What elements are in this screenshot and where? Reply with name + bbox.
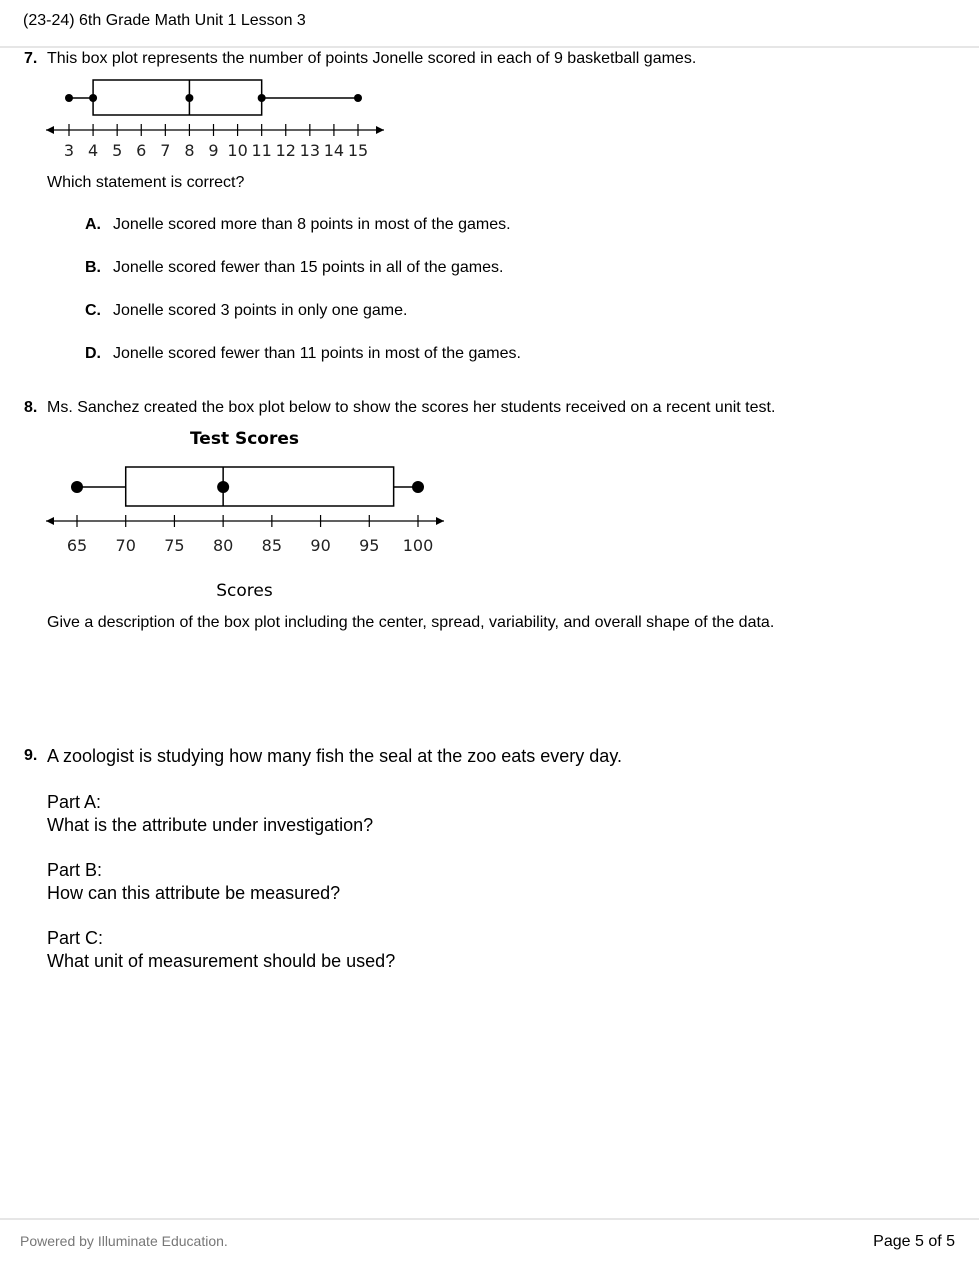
tick-label: 11	[251, 141, 272, 160]
min-point	[65, 94, 73, 102]
axis-arrow-right	[436, 517, 444, 525]
tick-label: 80	[212, 536, 234, 555]
tick-label: 8	[184, 141, 195, 160]
q9-prompt: A zoologist is studying how many fish the seal at the zoo eats every day.	[47, 746, 622, 766]
tick-label: 6	[136, 141, 147, 160]
header-title: (23-24) 6th Grade Math Unit 1 Lesson 3	[23, 12, 306, 29]
q8-number: 8.	[24, 399, 38, 416]
tick-label: 10	[227, 141, 248, 160]
tick-label: 14	[323, 141, 345, 160]
q9-number: 9.	[24, 747, 38, 764]
min-point	[71, 481, 83, 493]
max-point	[354, 94, 362, 102]
axis-arrow-right	[376, 126, 384, 134]
choice-text: Jonelle scored more than 8 points in most of the games.	[113, 216, 511, 233]
tick-label: 13	[299, 141, 321, 160]
choice-text: Jonelle scored fewer than 15 points in all of the games.	[113, 259, 504, 276]
q7-question: Which statement is correct?	[47, 174, 245, 191]
median-point	[217, 481, 229, 493]
q8-prompt: Ms. Sanchez created the box plot below to show the scores her students received on a recent unit test.	[47, 399, 776, 416]
q8-box-plot	[40, 422, 460, 602]
q7-number: 7.	[24, 50, 38, 67]
q7-choice-b[interactable]	[85, 259, 503, 277]
box-iqr	[126, 467, 394, 506]
box-iqr	[93, 80, 262, 115]
q8-question: Give a description of the box plot including the center, spread, variability, and overall shape of the data.	[47, 614, 775, 631]
chart-title: Test Scores	[189, 429, 300, 449]
header-divider	[0, 46, 979, 48]
tick-label: 70	[115, 536, 136, 555]
q7-prompt: This box plot represents the number of points Jonelle scored in each of 9 basketball games.	[47, 50, 697, 67]
choice-text: Jonelle scored 3 points in only one game.	[113, 302, 408, 319]
q9-part-b-text: How can this attribute be measured?	[47, 883, 341, 903]
q1-point	[89, 94, 97, 102]
choice-letter: A.	[85, 216, 101, 233]
tick-label: 15	[347, 141, 369, 160]
q3-point	[258, 94, 266, 102]
tick-label: 5	[112, 141, 123, 160]
max-point	[412, 481, 424, 493]
q7-choice-c[interactable]	[85, 302, 407, 320]
tick-label: 65	[66, 536, 88, 555]
q7-choice-d[interactable]	[85, 345, 521, 363]
tick-label: 7	[160, 141, 171, 160]
q9-part-c-text: What unit of measurement should be used?	[47, 951, 396, 971]
q9-part-a-text: What is the attribute under investigation?	[47, 815, 374, 835]
tick-label: 9	[208, 141, 219, 160]
q7-choice-a[interactable]	[85, 216, 511, 234]
x-axis-label: Scores	[216, 581, 273, 601]
tick-label: 85	[261, 536, 283, 555]
choice-text: Jonelle scored fewer than 11 points in most of the games.	[113, 345, 521, 362]
tick-label: 3	[63, 141, 75, 160]
q9-part-a-label: Part A:	[47, 792, 102, 812]
tick-label: 95	[359, 536, 380, 555]
median-point	[185, 94, 193, 102]
q9-part-b-label: Part B:	[47, 860, 103, 880]
tick-label: 4	[87, 141, 99, 160]
tick-label: 90	[310, 536, 331, 555]
axis-arrow-left	[46, 126, 54, 134]
choice-letter: B.	[85, 259, 101, 276]
axis-arrow-left	[46, 517, 54, 525]
footer-divider	[0, 1218, 979, 1220]
choice-letter: C.	[85, 302, 101, 319]
tick-label: 100	[402, 536, 434, 555]
page-number: Page 5 of 5	[873, 1233, 955, 1250]
footer-powered-by: Powered by Illuminate Education.	[20, 1233, 228, 1249]
q7-box-plot	[40, 78, 400, 166]
choice-letter: D.	[85, 345, 101, 362]
q9-part-c-label: Part C:	[47, 928, 104, 948]
tick-label: 75	[164, 536, 185, 555]
tick-label: 12	[275, 141, 296, 160]
